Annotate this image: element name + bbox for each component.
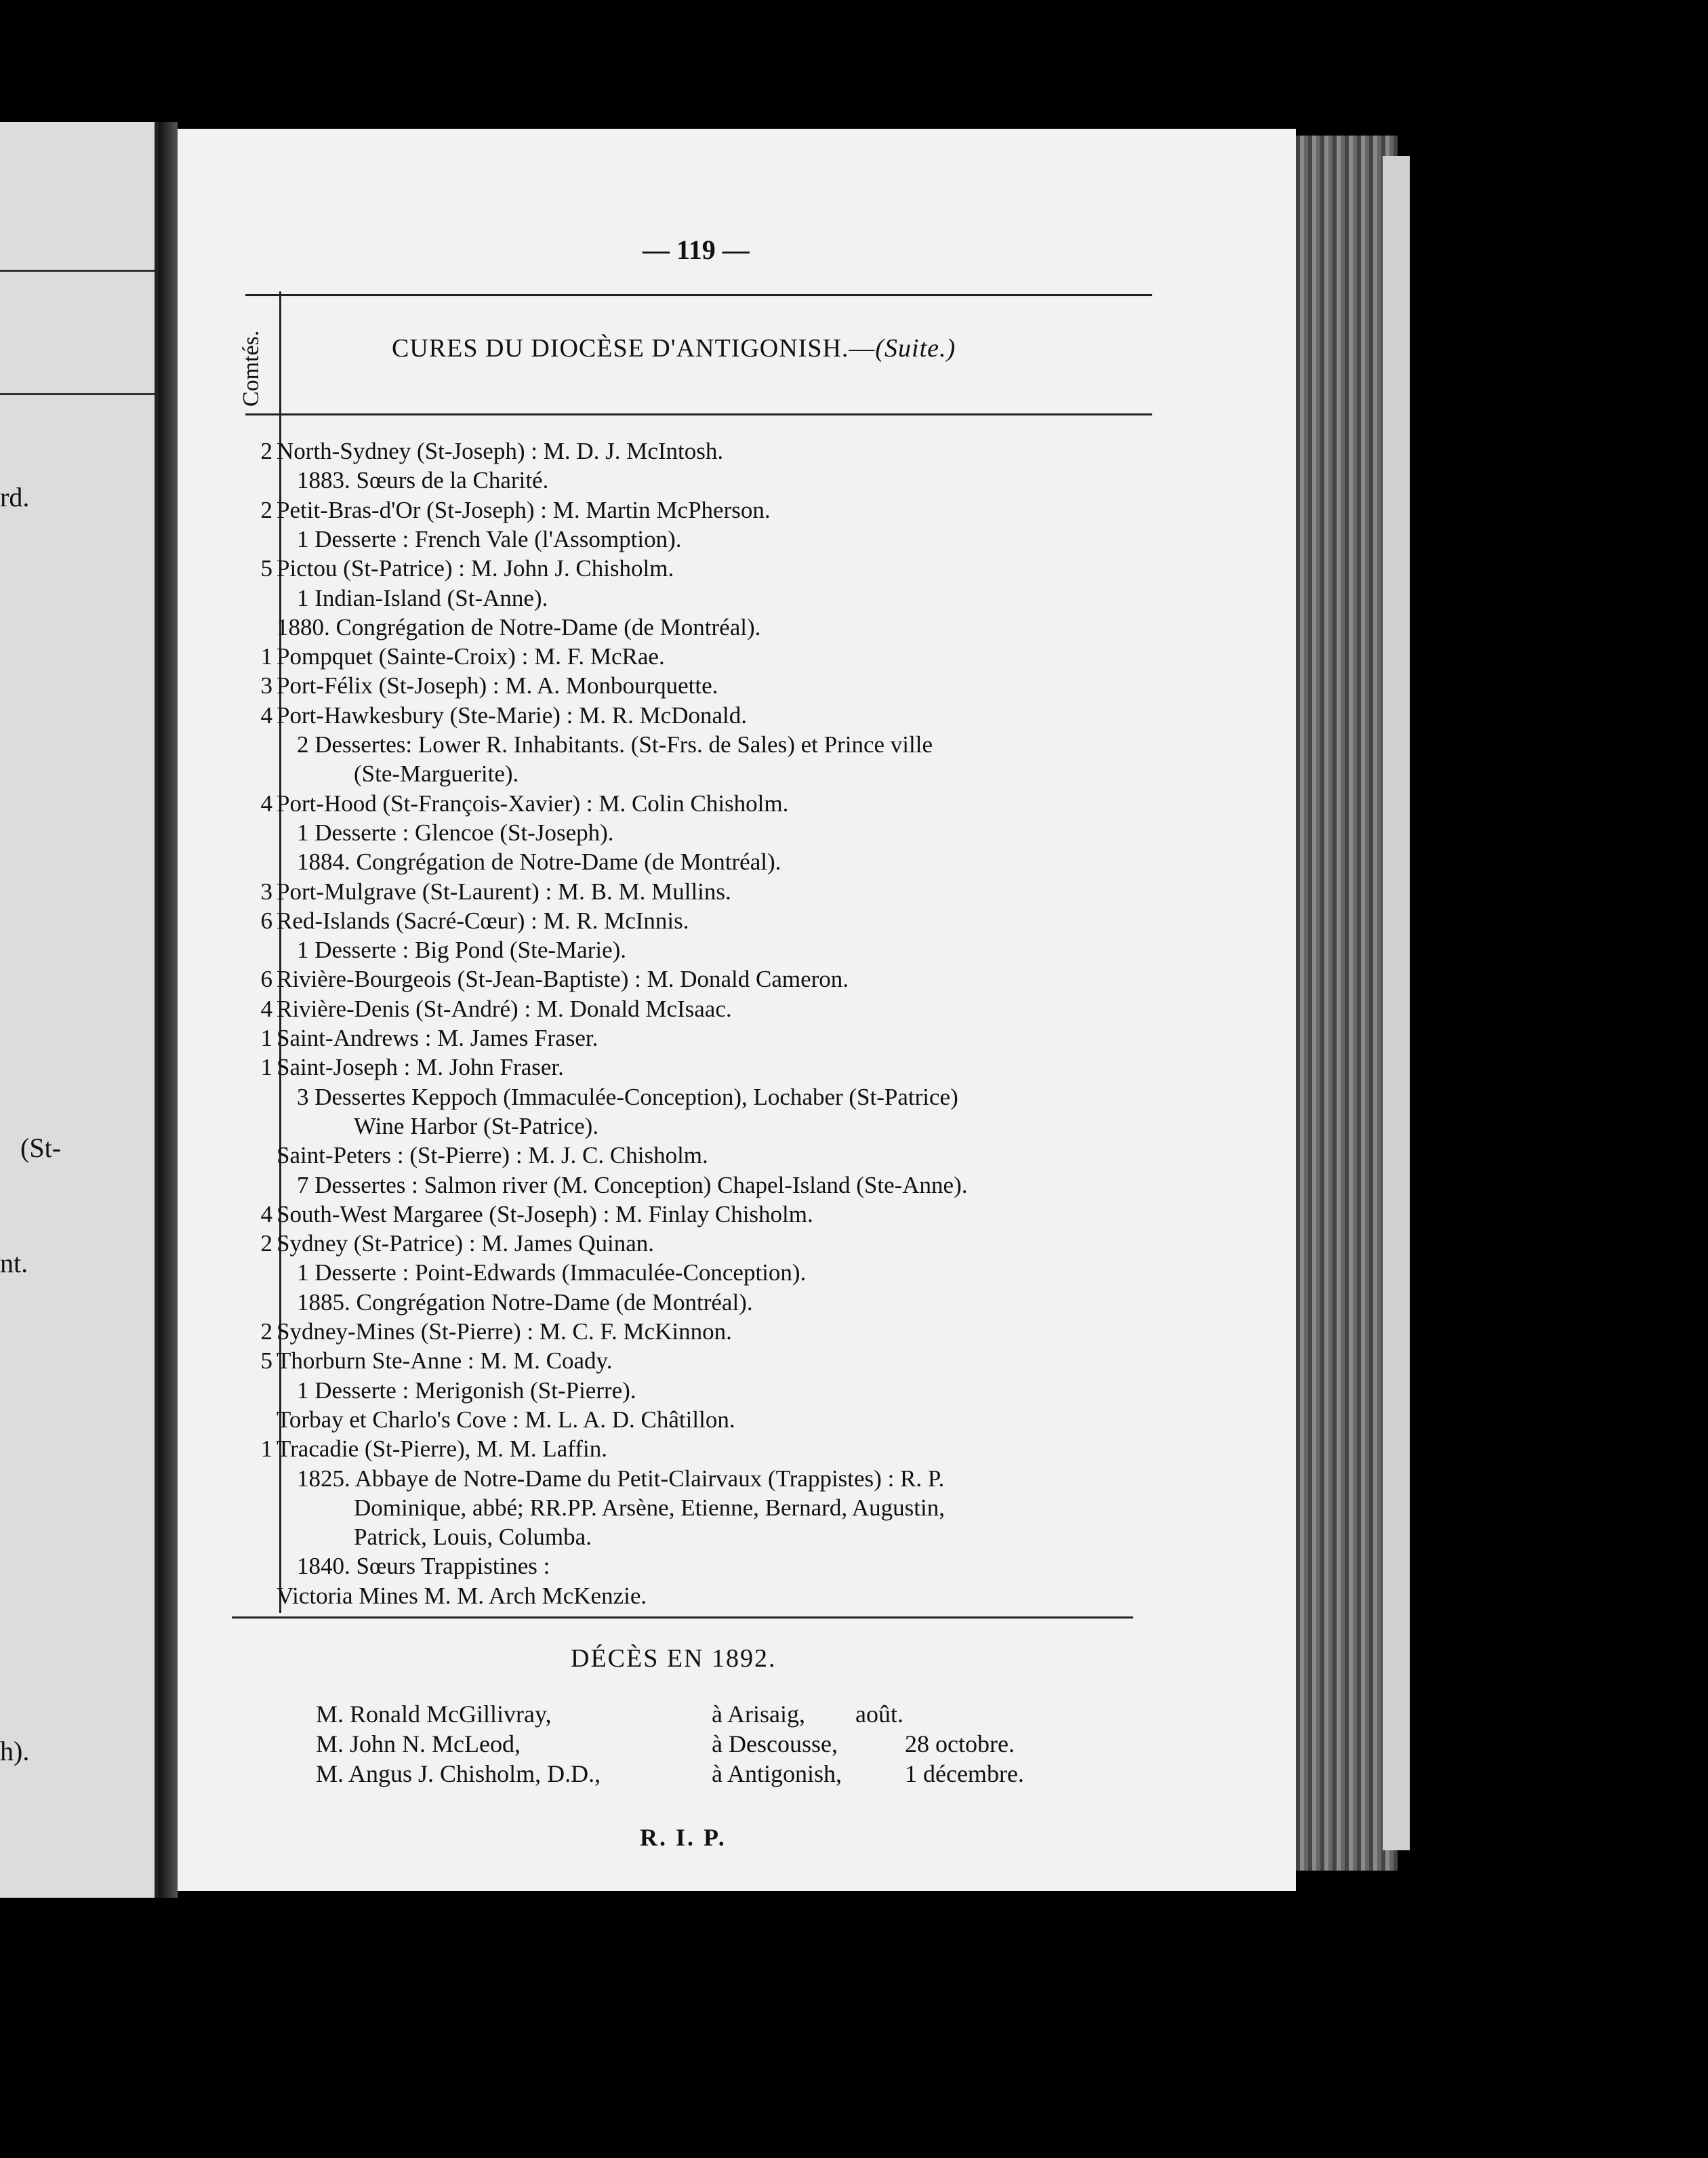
county-number: 3 bbox=[260, 672, 272, 699]
county-number: 3 bbox=[260, 878, 272, 905]
parish-entry: Tracadie (St-Pierre), M. M. Laffin. bbox=[277, 1436, 607, 1462]
county-number: 1 bbox=[260, 643, 272, 670]
left-facing-page bbox=[0, 122, 159, 1898]
county-number: 4 bbox=[260, 1201, 272, 1227]
parish-entry: Sydney (St-Patrice) : M. James Quinan. bbox=[277, 1230, 654, 1257]
parish-entry: Pictou (St-Patrice) : M. John J. Chisholm. bbox=[277, 555, 674, 582]
deceased-date: 1 décembre. bbox=[905, 1760, 1024, 1787]
parish-entry: 1 Desserte : French Vale (l'Assomption). bbox=[297, 526, 682, 552]
parish-entry: 1 Desserte : Merigonish (St-Pierre). bbox=[297, 1377, 636, 1404]
parish-entry: Torbay et Charlo's Cove : M. L. A. D. Châtillon. bbox=[277, 1406, 735, 1433]
parish-entry: Saint-Joseph : M. John Fraser. bbox=[277, 1054, 564, 1080]
deceased-name: M. Ronald McGillivray, bbox=[316, 1701, 552, 1728]
county-number: 6 bbox=[260, 908, 272, 934]
parish-entry: Petit-Bras-d'Or (St-Joseph) : M. Martin McPherson. bbox=[277, 497, 771, 523]
county-number: 2 bbox=[260, 1318, 272, 1345]
page-title bbox=[392, 333, 956, 363]
county-number: 1 bbox=[260, 1436, 272, 1462]
deces-title: DÉCÈS EN 1892. bbox=[571, 1644, 777, 1673]
county-number: 6 bbox=[260, 966, 272, 992]
parish-entry: 1884. Congrégation de Notre-Dame (de Montréal). bbox=[297, 849, 781, 875]
parish-entry: 1 Indian-Island (St-Anne). bbox=[297, 585, 548, 611]
parish-entry: 2 Dessertes: Lower R. Inhabitants. (St-Frs. de Sales) et Prince ville bbox=[297, 731, 933, 758]
county-number: 4 bbox=[260, 702, 272, 729]
parish-entry: 1 Desserte : Big Pond (Ste-Marie). bbox=[297, 937, 627, 963]
county-number: 1 bbox=[260, 1025, 272, 1051]
header-top-rule bbox=[245, 294, 1152, 296]
county-number: 1 bbox=[260, 1054, 272, 1080]
parish-entry: South-West Margaree (St-Joseph) : M. Finlay Chisholm. bbox=[277, 1201, 813, 1227]
deceased-date: 28 octobre. bbox=[905, 1730, 1015, 1757]
deceased-place: à Antigonish, bbox=[712, 1760, 842, 1787]
county-number: 2 bbox=[260, 1230, 272, 1257]
parish-entry: Pompquet (Sainte-Croix) : M. F. McRae. bbox=[277, 643, 665, 670]
parish-entry: Sydney-Mines (St-Pierre) : M. C. F. McKinnon. bbox=[277, 1318, 732, 1345]
deceased-place: à Arisaig, bbox=[712, 1701, 805, 1728]
parish-entry: North-Sydney (St-Joseph) : M. D. J. McIntosh. bbox=[277, 438, 724, 464]
left-fragment: rd. bbox=[0, 482, 30, 512]
divider bbox=[0, 270, 155, 272]
parish-entry: 3 Dessertes Keppoch (Immaculée-Conception), Lochaber (St-Patrice) bbox=[297, 1084, 958, 1110]
parish-entry: Rivière-Bourgeois (St-Jean-Baptiste) : M. Donald Cameron. bbox=[277, 966, 849, 992]
page-number: — 119 — bbox=[643, 235, 750, 265]
book-gutter bbox=[159, 122, 178, 1898]
parish-entry: Victoria Mines M. M. Arch McKenzie. bbox=[277, 1583, 647, 1609]
parish-entry: Port-Mulgrave (St-Laurent) : M. B. M. Mullins. bbox=[277, 878, 731, 905]
parish-entry: Patrick, Louis, Columba. bbox=[354, 1524, 592, 1550]
table-bottom-rule bbox=[232, 1616, 1133, 1618]
parish-entry: 1885. Congrégation Notre-Dame (de Montréal). bbox=[297, 1289, 753, 1316]
parish-entry: 1825. Abbaye de Notre-Dame du Petit-Clairvaux (Trappistes) : R. P. bbox=[297, 1465, 945, 1492]
deceased-place: à Descousse, bbox=[712, 1730, 838, 1757]
parish-entry: Port-Hood (St-François-Xavier) : M. Colin Chisholm. bbox=[277, 790, 789, 817]
county-number: 2 bbox=[260, 497, 272, 523]
parish-entry: 7 Dessertes : Salmon river (M. Conception) Chapel-Island (Ste-Anne). bbox=[297, 1172, 968, 1198]
deceased-name: M. Angus J. Chisholm, D.D., bbox=[316, 1760, 601, 1787]
title-main: CURES DU DIOCÈSE D'ANTIGONISH.— bbox=[392, 334, 876, 363]
parish-entry: Wine Harbor (St-Patrice). bbox=[354, 1113, 599, 1139]
header-bottom-rule bbox=[245, 413, 1152, 415]
parish-entry: Saint-Andrews : M. James Fraser. bbox=[277, 1025, 598, 1051]
parish-entry: 1883. Sœurs de la Charité. bbox=[297, 467, 549, 493]
deceased-date: août. bbox=[855, 1701, 903, 1728]
left-fragment: nt. bbox=[0, 1248, 28, 1278]
county-number: 5 bbox=[260, 1347, 272, 1374]
county-number: 5 bbox=[260, 555, 272, 582]
rip: R. I. P. bbox=[640, 1824, 727, 1851]
parish-entry: Rivière-Denis (St-André) : M. Donald McIsaac. bbox=[277, 996, 732, 1022]
left-fragment: h). bbox=[0, 1736, 30, 1766]
parish-entry: (Ste-Marguerite). bbox=[354, 760, 519, 787]
page-edge-light bbox=[1383, 156, 1410, 1850]
parish-entry: Port-Félix (St-Joseph) : M. A. Monbourquette. bbox=[277, 672, 718, 699]
county-number: 4 bbox=[260, 996, 272, 1022]
left-fragment: (St- bbox=[20, 1133, 61, 1163]
county-number: 2 bbox=[260, 438, 272, 464]
parish-entry: Red-Islands (Sacré-Cœur) : M. R. McInnis. bbox=[277, 908, 689, 934]
deceased-name: M. John N. McLeod, bbox=[316, 1730, 521, 1757]
parish-entry: 1 Desserte : Point-Edwards (Immaculée-Conception). bbox=[297, 1259, 807, 1286]
title-suffix: (Suite.) bbox=[875, 334, 956, 363]
parish-entry: Saint-Peters : (St-Pierre) : M. J. C. Chisholm. bbox=[277, 1142, 708, 1168]
column-label: Comtés. bbox=[239, 330, 264, 407]
parish-entry: Thorburn Ste-Anne : M. M. Coady. bbox=[277, 1347, 613, 1374]
parish-entry: 1880. Congrégation de Notre-Dame (de Montréal). bbox=[277, 614, 761, 640]
divider bbox=[0, 393, 155, 395]
parish-entry: Dominique, abbé; RR.PP. Arsène, Etienne, Bernard, Augustin, bbox=[354, 1494, 945, 1521]
parish-entry: 1 Desserte : Glencoe (St-Joseph). bbox=[297, 819, 614, 846]
parish-entry: Port-Hawkesbury (Ste-Marie) : M. R. McDonald. bbox=[277, 702, 748, 729]
parish-entry: 1840. Sœurs Trappistines : bbox=[297, 1553, 550, 1579]
county-number: 4 bbox=[260, 790, 272, 817]
